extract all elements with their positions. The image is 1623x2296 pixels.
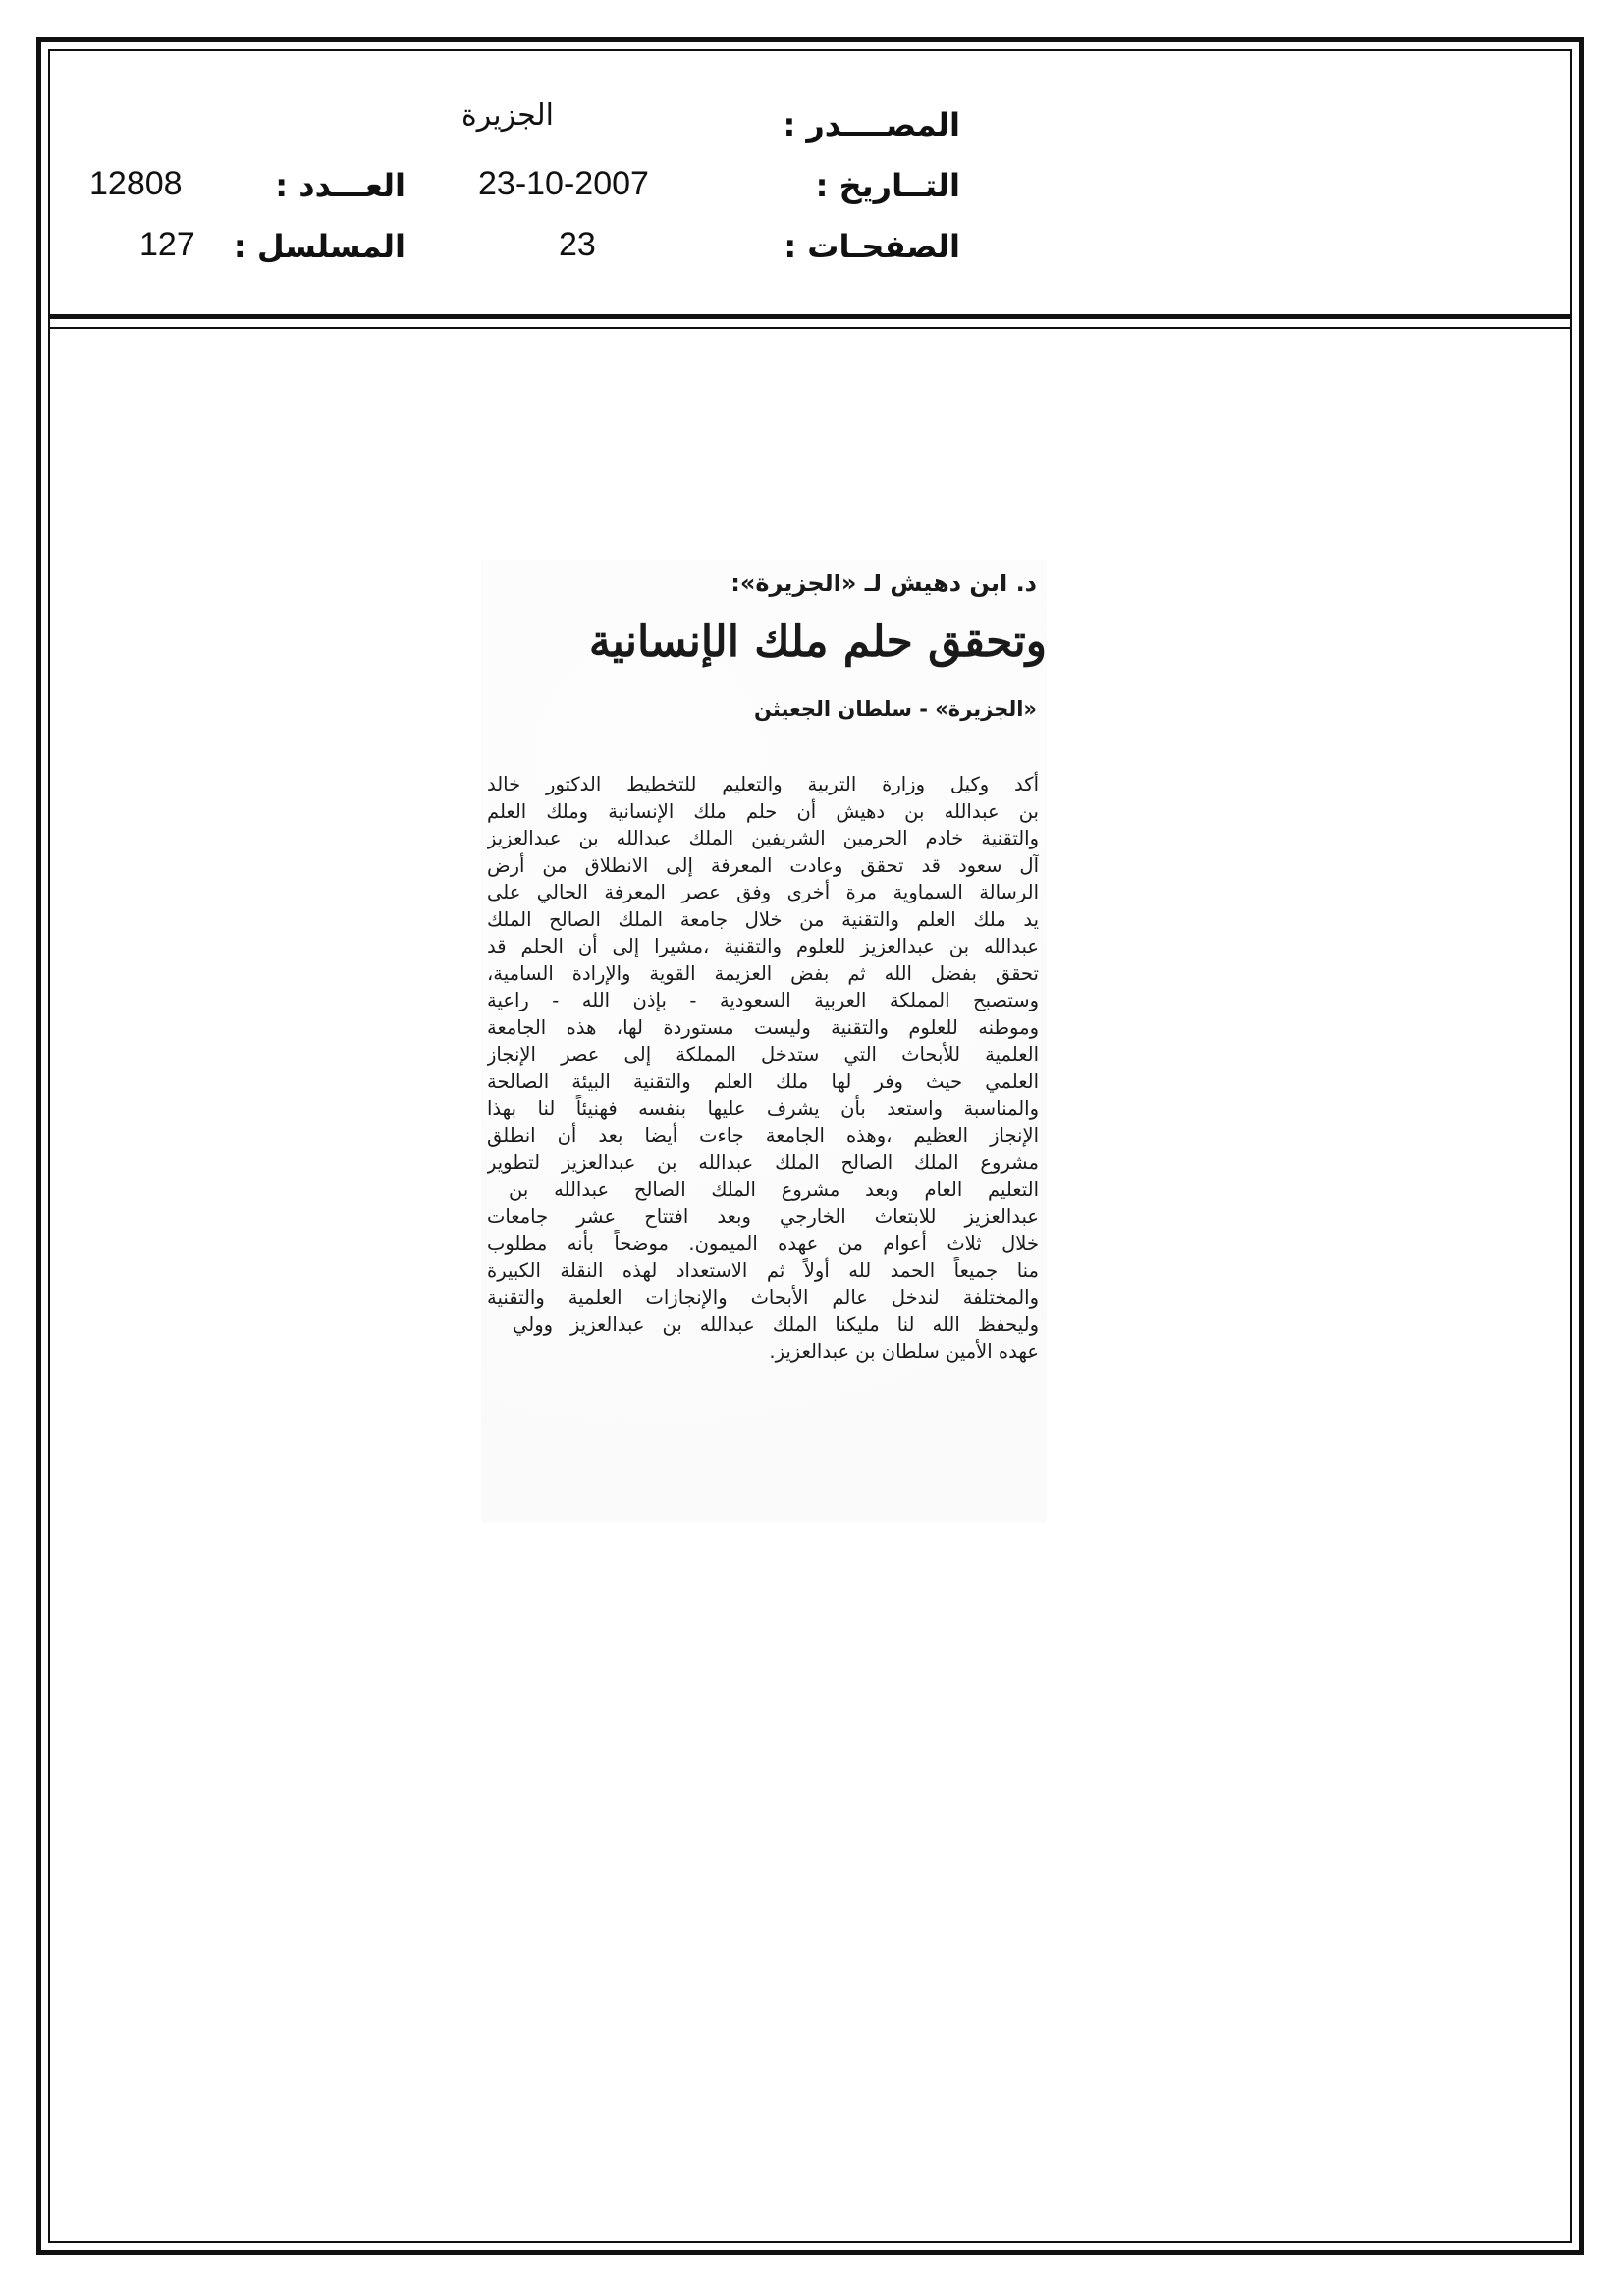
article-line: خلال ثلاث أعوام من عهده الميمون. موضحاً بأنه مطلوب xyxy=(487,1231,1039,1255)
article-byline: «الجزيرة» - سلطان الجعيثن xyxy=(753,697,1037,721)
article-line: العلمي حيث وفر لها ملك العلم والتقنية البيئة الصالحة xyxy=(487,1069,1039,1093)
article-line: الرسالة السماوية مرة أخرى وفق عصر المعرفة الحالي على xyxy=(487,881,1039,903)
article-line: منا جميعاً الحمد لله أولاً ثم الاستعداد لهذه النقلة الكبيرة xyxy=(487,1259,1039,1282)
issue-label: العـــدد : xyxy=(275,167,406,204)
header-separator xyxy=(48,314,1572,319)
article-line: التعليم العام وبعد مشروع الملك الصالح عبدالله بن xyxy=(509,1177,1039,1201)
date-value: 23-10-2007 xyxy=(478,165,649,202)
article-line: تحقق بفضل الله ثم بفض العزيمة القوية والإرادة السامية، xyxy=(487,961,1039,985)
article-line: والتقنية خادم الحرمين الشريفين الملك عبدالله بن عبدالعزيز xyxy=(487,827,1039,849)
article-line: مشروع الملك الصالح الملك عبدالله بن عبدالعزيز لتطوير xyxy=(487,1151,1039,1174)
newspaper-clipping xyxy=(481,560,1047,1522)
source-label: المصــــدر : xyxy=(783,106,960,143)
pages-value: 23 xyxy=(559,226,596,263)
serial-value: 127 xyxy=(139,226,195,263)
article-line: يد ملك العلم والتقنية من خلال جامعة الملك الصالح الملك xyxy=(487,907,1039,931)
article-kicker: د. ابن دهيش لـ «الجزيرة»: xyxy=(730,570,1037,597)
article-line: بن عبدالله بن دهيش أن حلم ملك الإنسانية وملك العلم xyxy=(487,799,1039,823)
pages-label: الصفحـات : xyxy=(784,228,960,265)
article-line: وليحفظ الله لنا مليكنا الملك عبدالله بن عبدالعزيز وولي xyxy=(513,1313,1039,1336)
header-separator-thin xyxy=(48,327,1572,329)
article-line: والمناسبة واستعد بأن يشرف عليها بنفسه فهنيئاً لنا بهذا xyxy=(487,1097,1039,1120)
article-body xyxy=(487,771,1039,1365)
article-line: العلمية للأبحاث التي ستدخل المملكة إلى عصر الإنجاز xyxy=(487,1043,1039,1066)
date-label: التــاريخ : xyxy=(815,167,960,204)
article-line: عبدالله بن عبدالعزيز للعلوم والتقنية ،مشيرا إلى أن الحلم قد xyxy=(487,935,1039,957)
article-line: والمختلفة لندخل عالم الأبحاث والإنجازات العلمية والتقنية xyxy=(487,1285,1039,1309)
article-line: وموطنه للعلوم والتقنية وليست مستوردة لها، هذه الجامعة xyxy=(487,1015,1039,1039)
source-value: الجزيرة xyxy=(461,98,555,133)
issue-value: 12808 xyxy=(89,165,183,202)
article-line: وستصبح المملكة العربية السعودية - بإذن الله - راعية xyxy=(487,989,1039,1011)
article-line: الإنجاز العظيم ،وهذه الجامعة جاءت أيضا بعد أن انطلق xyxy=(487,1123,1039,1147)
article-line: عهده الأمين سلطان بن عبدالعزيز. xyxy=(769,1339,1039,1363)
article-line: أكد وكيل وزارة التربية والتعليم للتخطيط الدكتور خالد xyxy=(487,773,1039,795)
serial-label: المسلسل : xyxy=(233,228,406,265)
article-line: عبدالعزيز للابتعاث الخارجي وبعد افتتاح عشر جامعات xyxy=(487,1205,1039,1228)
article-line: آل سعود قد تحقق وعادت المعرفة إلى الانطلاق من أرض xyxy=(487,853,1039,877)
article-headline: وتحقق حلم ملك الإنسانية xyxy=(588,617,1047,667)
